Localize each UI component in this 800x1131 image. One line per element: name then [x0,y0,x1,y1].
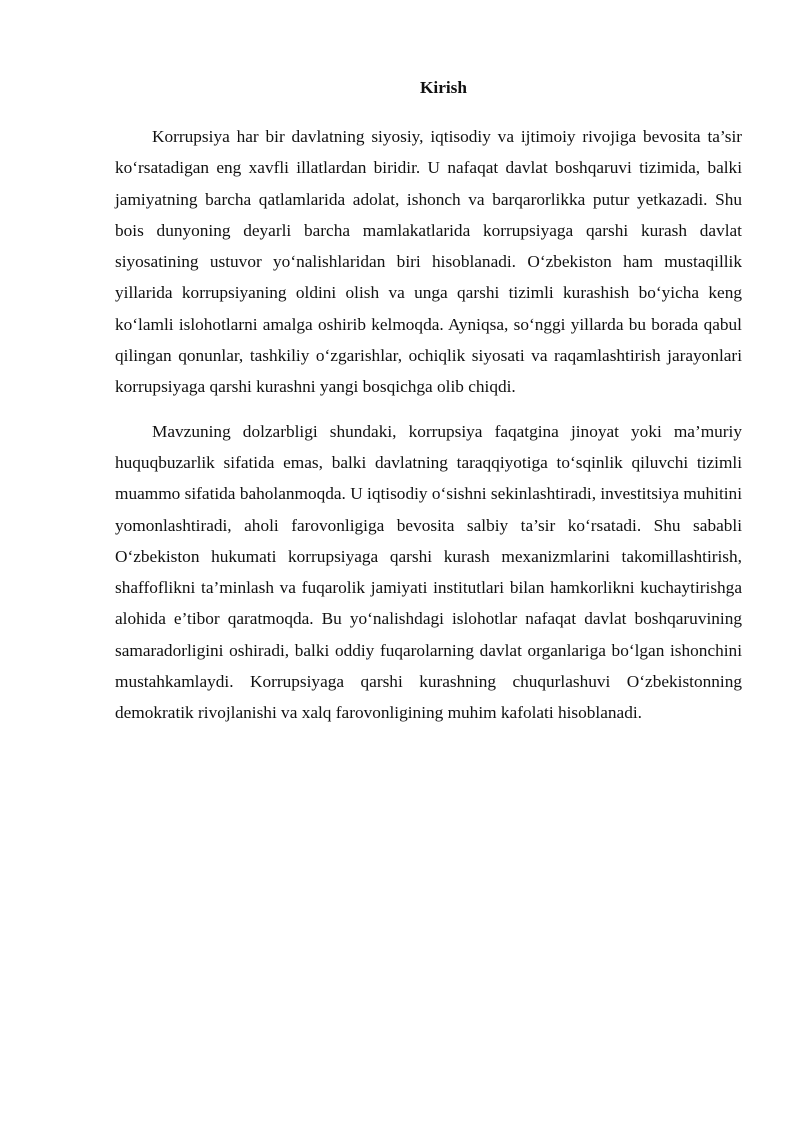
document-body [115,74,742,742]
page-title: Kirish [419,78,468,97]
paragraph-1: Korrupsiya har bir davlatning siyosiy, iqtisodiy va ijtimoiy rivojiga bevosita ta’sir ko‘rsatadigan eng xavfli illatlardan biridir. U nafaqat davlat boshqaruvi tizimida, balki jamiyatning barcha qatlamlarida adolat, ishonch va barqarorlikka putur yetkazadi. Shu bois dunyoning deyarli barcha mamlakatlarida korrupsiyaga qarshi kurash davlat siyosatining ustuvor yo‘nalishlaridan biri hisoblanadi. O‘zbekiston ham mustaqillik yillarida korrupsiyaning oldini olish va unga qarshi tizimli kurashish bo‘yicha keng ko‘lamli islohotlarni amalga oshirib kelmoqda. Ayniqsa, so‘nggi yillarda bu borada qabul qilingan qonunlar, tashkiliy o‘zgarishlar, ochiqlik siyosati va raqamlashtirish jarayonlari korrupsiyaga qarshi kurashni yangi bosqichga olib chiqdi. [115,127,742,397]
paragraph-2: Mavzuning dolzarbligi shundaki, korrupsiya faqatgina jinoyat yoki ma’muriy huquqbuzarlik sifatida emas, balki davlatning taraqqiyotiga to‘sqinlik qiluvchi tizimli muammo sifatida baholanmoqda. U iqtisodiy o‘sishni sekinlashtiradi, investitsiya muhitini yomonlashtiradi, aholi farovonligiga bevosita salbiy ta’sir ko‘rsatadi. Shu sababli O‘zbekiston hukumati korrupsiyaga qarshi kurash mexanizmlarini takomillashtirish, shaffoflikni ta’minlash va fuqarolik jamiyati institutlari bilan hamkorlikni kuchaytirishga alohida e’tibor qaratmoqda. Bu yo‘nalishdagi islohotlar nafaqat davlat boshqaruvining samaradorligini oshiradi, balki oddiy fuqarolarning davlat organlariga bo‘lgan ishonchini mustahkamlaydi. Korrupsiyaga qarshi kurashning chuqurlashuvi O‘zbekistonning demokratik rivojlanishi va xalq farovonligining muhim kafolati hisoblanadi. [115,421,742,723]
